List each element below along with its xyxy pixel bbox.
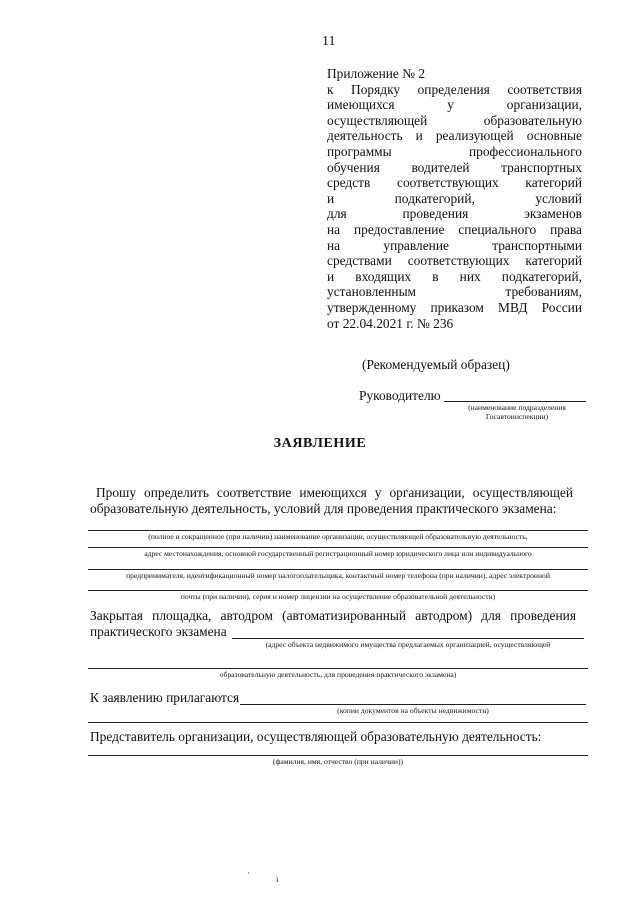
appendix-line: программы профессионального: [327, 143, 582, 159]
recommended-sample-note: (Рекомендуемый образец): [362, 357, 510, 372]
license-hint: почты (при наличии), серия и номер лицензии на осуществление образовательной деятельности): [180, 592, 496, 601]
addressee-hint-line: (наименование подразделения: [468, 403, 566, 412]
venue-address-hint: (адрес объекта недвижимого имущества предлагаемых организацией, осуществляющей: [265, 640, 551, 649]
appendix-header: [327, 66, 582, 331]
appendix-line: деятельность и реализующей основные: [327, 128, 582, 144]
appendix-line: от 22.04.2021 г. № 236: [327, 315, 454, 331]
appendix-line: установленным требованиям,: [327, 284, 582, 300]
entrepreneur-hint: предпринимателя, идентификационный номер налогоплательщика, контактный номер телефона (при наличии), адрес электронной: [126, 571, 550, 580]
appendix-line: Приложение № 2: [327, 66, 426, 81]
representative-field[interactable]: [88, 755, 588, 756]
appendix-line: средствами соответствующих категорий: [327, 253, 582, 269]
appendix-line: и входящих в них подкатегорий,: [327, 268, 582, 284]
appendix-line: обучения водителей транспортных: [327, 159, 582, 175]
venue-field-2[interactable]: [88, 668, 588, 669]
attached-field[interactable]: [240, 704, 586, 705]
document-title: ЗАЯВЛЕНИЕ: [273, 436, 367, 451]
attached-label: К заявлению прилагаются: [90, 690, 240, 705]
addressee-hint: [446, 403, 588, 421]
license-field[interactable]: [88, 590, 588, 591]
attached-field-2[interactable]: [88, 722, 588, 723]
addressee-hint-line: Госавтоинспекции): [485, 412, 549, 421]
appendix-line: средств соответствующих категорий: [327, 175, 582, 191]
fio-hint: (фамилия, имя, отчество (при наличии)): [272, 757, 403, 766]
scan-mark: ·: [247, 868, 250, 878]
appendix-line: имеющихся у организации,: [327, 97, 582, 113]
appendix-line: на предоставление специального права: [327, 221, 582, 237]
appendix-line: на управление транспортными: [327, 237, 582, 253]
address-field[interactable]: [88, 547, 588, 548]
appendix-line: и подкатегорий, условий: [327, 190, 582, 206]
venue-line: практического экзамена: [90, 624, 227, 639]
venue-text: [90, 608, 576, 640]
venue-activity-hint: образовательную деятельность, для проведения практического экзамена): [219, 670, 457, 679]
addressee-field[interactable]: [444, 401, 586, 402]
appendix-line: к Порядку определения соответствия: [327, 81, 582, 97]
addressee-label: Руководителю: [359, 388, 441, 403]
venue-field[interactable]: [232, 638, 584, 639]
copies-hint: (копии документов на объекты недвижимости): [337, 706, 489, 715]
scan-mark: ı: [276, 874, 279, 884]
org-name-hint: (полное и сокращенное (при наличии) наименование организации, осуществляющей образовательную деятельность,: [148, 532, 528, 541]
appendix-line: для проведения экзаменов: [327, 206, 582, 222]
request-text: Прошу определить соответствие имеющихся у организации, осуществляющей образовательную деятельность, условий для проведения практического экзамена:: [90, 485, 573, 516]
address-hint: адрес местонахождения, основной государственный регистрационный номер юридического лица или индивидуального: [144, 549, 532, 558]
org-name-field[interactable]: [88, 530, 588, 531]
entrepreneur-field[interactable]: [88, 569, 588, 570]
page-number: 11: [322, 34, 336, 49]
representative-label: Представитель организации, осуществляющей образовательную деятельность:: [90, 729, 542, 744]
appendix-line: утвержденному приказом МВД России: [327, 299, 582, 315]
appendix-line: осуществляющей образовательную: [327, 112, 582, 128]
venue-line: Закрытая площадка, автодром (автоматизированный автодром) для проведения: [90, 608, 576, 623]
